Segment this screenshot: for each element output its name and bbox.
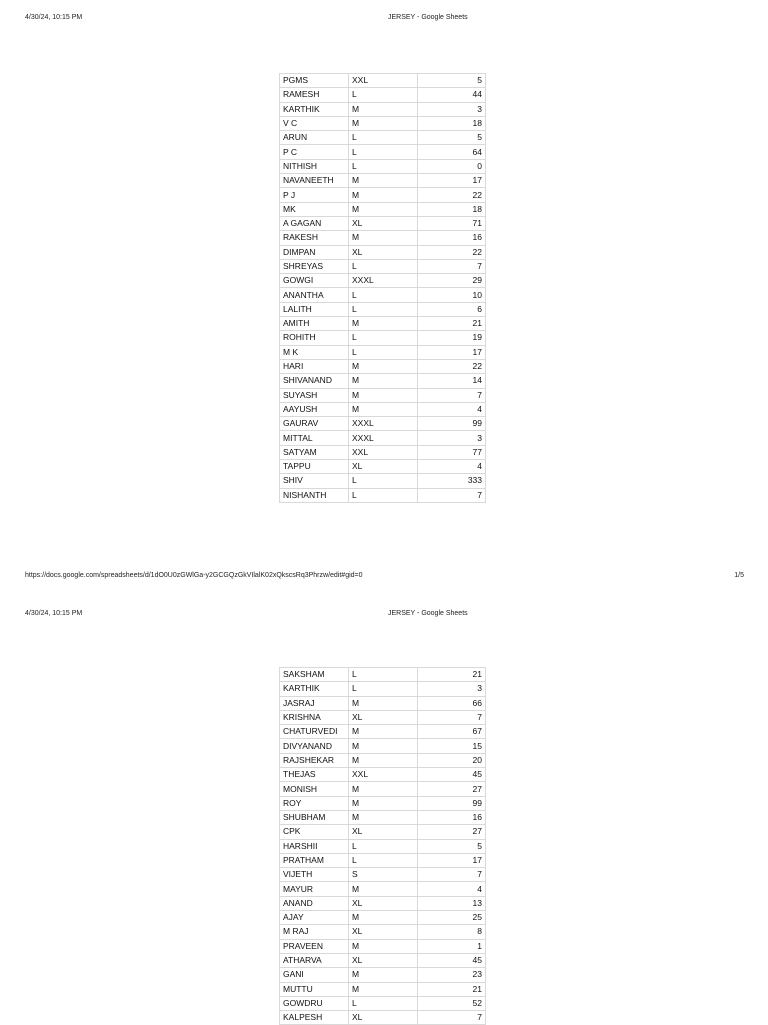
jersey-size-cell: M (349, 939, 418, 953)
table-row (280, 202, 486, 216)
player-name-cell: V C (280, 116, 349, 130)
player-name-cell: GANI (280, 968, 349, 982)
header-title: JERSEY - Google Sheets (388, 610, 468, 617)
table-row (280, 231, 486, 245)
table-row (280, 302, 486, 316)
player-name-cell: HARSHII (280, 839, 349, 853)
jersey-number-cell: 1 (418, 939, 486, 953)
jersey-size-cell: M (349, 982, 418, 996)
table-row (280, 796, 486, 810)
jersey-size-cell: L (349, 345, 418, 359)
table-row (280, 359, 486, 373)
table-row (280, 188, 486, 202)
player-name-cell: ROHITH (280, 331, 349, 345)
table-row (280, 88, 486, 102)
table-row (280, 259, 486, 273)
player-name-cell: RAMESH (280, 88, 349, 102)
player-name-cell: NITHISH (280, 159, 349, 173)
player-name-cell: GOWGI (280, 274, 349, 288)
jersey-size-cell: M (349, 374, 418, 388)
jersey-size-cell: M (349, 174, 418, 188)
player-name-cell: SUYASH (280, 388, 349, 402)
header-title: JERSEY - Google Sheets (388, 14, 468, 21)
player-name-cell: TAPPU (280, 460, 349, 474)
table-row (280, 474, 486, 488)
jersey-number-cell: 64 (418, 145, 486, 159)
jersey-number-cell: 17 (418, 174, 486, 188)
player-name-cell: MITTAL (280, 431, 349, 445)
jersey-number-cell: 7 (418, 868, 486, 882)
player-name-cell: THEJAS (280, 768, 349, 782)
table-row (280, 159, 486, 173)
player-name-cell: PRATHAM (280, 853, 349, 867)
player-name-cell: P J (280, 188, 349, 202)
table-row (280, 131, 486, 145)
player-name-cell: SHUBHAM (280, 810, 349, 824)
player-name-cell: VIJETH (280, 868, 349, 882)
jersey-size-cell: M (349, 796, 418, 810)
player-name-cell: AJAY (280, 911, 349, 925)
jersey-size-cell: M (349, 696, 418, 710)
jersey-number-cell: 3 (418, 682, 486, 696)
jersey-table-page-1 (279, 73, 486, 503)
jersey-size-cell: M (349, 231, 418, 245)
jersey-number-cell: 5 (418, 131, 486, 145)
jersey-table-page-2 (279, 667, 486, 1025)
jersey-number-cell: 52 (418, 996, 486, 1010)
jersey-size-cell: XXL (349, 445, 418, 459)
player-name-cell: RAKESH (280, 231, 349, 245)
table-row (280, 853, 486, 867)
jersey-size-cell: M (349, 810, 418, 824)
table-row (280, 245, 486, 259)
jersey-size-cell: L (349, 288, 418, 302)
player-name-cell: AAYUSH (280, 402, 349, 416)
jersey-number-cell: 7 (418, 710, 486, 724)
player-name-cell: P C (280, 145, 349, 159)
table-row (280, 288, 486, 302)
jersey-number-cell: 71 (418, 216, 486, 230)
jersey-number-cell: 25 (418, 911, 486, 925)
player-name-cell: SHIVANAND (280, 374, 349, 388)
table-row (280, 668, 486, 682)
jersey-size-cell: M (349, 116, 418, 130)
player-name-cell: A GAGAN (280, 216, 349, 230)
table-row (280, 445, 486, 459)
jersey-number-cell: 18 (418, 116, 486, 130)
player-name-cell: M RAJ (280, 925, 349, 939)
jersey-size-cell: XL (349, 460, 418, 474)
jersey-number-cell: 8 (418, 925, 486, 939)
jersey-size-cell: M (349, 317, 418, 331)
table-row (280, 431, 486, 445)
jersey-number-cell: 45 (418, 953, 486, 967)
jersey-size-cell: XL (349, 216, 418, 230)
print-page-2 (0, 596, 768, 1024)
player-name-cell: HARI (280, 359, 349, 373)
jersey-size-cell: L (349, 853, 418, 867)
jersey-size-cell: M (349, 782, 418, 796)
jersey-size-cell: M (349, 388, 418, 402)
jersey-number-cell: 13 (418, 896, 486, 910)
table-row (280, 911, 486, 925)
jersey-size-cell: M (349, 753, 418, 767)
table-row (280, 417, 486, 431)
player-name-cell: KALPESH (280, 1011, 349, 1025)
jersey-number-cell: 17 (418, 853, 486, 867)
player-name-cell: SHIV (280, 474, 349, 488)
table-row (280, 996, 486, 1010)
jersey-number-cell: 7 (418, 488, 486, 502)
player-name-cell: GOWDRU (280, 996, 349, 1010)
jersey-size-cell: M (349, 882, 418, 896)
table-row (280, 725, 486, 739)
jersey-size-cell: L (349, 131, 418, 145)
player-name-cell: SHREYAS (280, 259, 349, 273)
table-row (280, 768, 486, 782)
jersey-size-cell: XL (349, 710, 418, 724)
player-name-cell: KRISHNA (280, 710, 349, 724)
jersey-size-cell: L (349, 88, 418, 102)
player-name-cell: CHATURVEDI (280, 725, 349, 739)
jersey-size-cell: XXL (349, 768, 418, 782)
table-row (280, 825, 486, 839)
jersey-number-cell: 15 (418, 739, 486, 753)
jersey-size-cell: XXXL (349, 431, 418, 445)
table-row (280, 925, 486, 939)
player-name-cell: CPK (280, 825, 349, 839)
jersey-number-cell: 21 (418, 668, 486, 682)
jersey-size-cell: XXXL (349, 274, 418, 288)
jersey-size-cell: L (349, 996, 418, 1010)
table-row (280, 710, 486, 724)
header-datetime: 4/30/24, 10:15 PM (25, 14, 83, 21)
table-row (280, 274, 486, 288)
table-row (280, 216, 486, 230)
jersey-size-cell: XXL (349, 74, 418, 88)
jersey-size-cell: M (349, 739, 418, 753)
jersey-number-cell: 21 (418, 317, 486, 331)
jersey-number-cell: 16 (418, 231, 486, 245)
player-name-cell: KARTHIK (280, 682, 349, 696)
player-name-cell: M K (280, 345, 349, 359)
table-row (280, 810, 486, 824)
jersey-number-cell: 45 (418, 768, 486, 782)
jersey-number-cell: 4 (418, 882, 486, 896)
jersey-size-cell: M (349, 359, 418, 373)
jersey-number-cell: 7 (418, 388, 486, 402)
jersey-number-cell: 0 (418, 159, 486, 173)
player-name-cell: MK (280, 202, 349, 216)
table-row (280, 753, 486, 767)
table-row (280, 460, 486, 474)
table-row (280, 939, 486, 953)
jersey-number-cell: 17 (418, 345, 486, 359)
jersey-size-cell: L (349, 668, 418, 682)
table-row (280, 317, 486, 331)
table-row (280, 839, 486, 853)
table-row (280, 696, 486, 710)
table-row (280, 682, 486, 696)
player-name-cell: ROY (280, 796, 349, 810)
jersey-size-cell: L (349, 682, 418, 696)
table-row (280, 331, 486, 345)
table-row (280, 968, 486, 982)
player-name-cell: NISHANTH (280, 488, 349, 502)
table-row (280, 345, 486, 359)
jersey-number-cell: 27 (418, 825, 486, 839)
jersey-size-cell: XL (349, 925, 418, 939)
jersey-size-cell: L (349, 302, 418, 316)
jersey-size-cell: S (349, 868, 418, 882)
jersey-size-cell: XL (349, 896, 418, 910)
player-name-cell: MONISH (280, 782, 349, 796)
jersey-size-cell: M (349, 102, 418, 116)
player-name-cell: SATYAM (280, 445, 349, 459)
jersey-number-cell: 22 (418, 245, 486, 259)
jersey-size-cell: XL (349, 245, 418, 259)
jersey-number-cell: 4 (418, 402, 486, 416)
player-name-cell: ANAND (280, 896, 349, 910)
player-name-cell: ARUN (280, 131, 349, 145)
player-name-cell: ANANTHA (280, 288, 349, 302)
jersey-number-cell: 44 (418, 88, 486, 102)
jersey-number-cell: 22 (418, 188, 486, 202)
jersey-size-cell: M (349, 725, 418, 739)
header-datetime: 4/30/24, 10:15 PM (25, 610, 83, 617)
jersey-size-cell: M (349, 202, 418, 216)
jersey-number-cell: 29 (418, 274, 486, 288)
jersey-number-cell: 18 (418, 202, 486, 216)
jersey-number-cell: 333 (418, 474, 486, 488)
jersey-size-cell: L (349, 259, 418, 273)
table-row (280, 868, 486, 882)
player-name-cell: LALITH (280, 302, 349, 316)
table-row (280, 388, 486, 402)
jersey-number-cell: 6 (418, 302, 486, 316)
jersey-size-cell: XL (349, 825, 418, 839)
jersey-number-cell: 19 (418, 331, 486, 345)
table-row (280, 145, 486, 159)
jersey-number-cell: 4 (418, 460, 486, 474)
table-row (280, 102, 486, 116)
jersey-number-cell: 3 (418, 102, 486, 116)
jersey-number-cell: 7 (418, 259, 486, 273)
jersey-number-cell: 10 (418, 288, 486, 302)
table-row (280, 953, 486, 967)
jersey-number-cell: 67 (418, 725, 486, 739)
player-name-cell: ATHARVA (280, 953, 349, 967)
player-name-cell: DIMPAN (280, 245, 349, 259)
jersey-size-cell: M (349, 968, 418, 982)
player-name-cell: MAYUR (280, 882, 349, 896)
table-row (280, 739, 486, 753)
jersey-size-cell: M (349, 188, 418, 202)
table-row (280, 374, 486, 388)
jersey-number-cell: 21 (418, 982, 486, 996)
player-name-cell: PRAVEEN (280, 939, 349, 953)
jersey-number-cell: 16 (418, 810, 486, 824)
jersey-size-cell: M (349, 911, 418, 925)
table-row (280, 882, 486, 896)
jersey-number-cell: 5 (418, 74, 486, 88)
player-name-cell: JASRAJ (280, 696, 349, 710)
jersey-number-cell: 23 (418, 968, 486, 982)
jersey-size-cell: L (349, 145, 418, 159)
jersey-size-cell: L (349, 474, 418, 488)
jersey-number-cell: 14 (418, 374, 486, 388)
jersey-size-cell: L (349, 839, 418, 853)
jersey-number-cell: 77 (418, 445, 486, 459)
jersey-size-cell: L (349, 331, 418, 345)
player-name-cell: SAKSHAM (280, 668, 349, 682)
jersey-number-cell: 99 (418, 417, 486, 431)
jersey-size-cell: XL (349, 953, 418, 967)
player-name-cell: DIVYANAND (280, 739, 349, 753)
table-row (280, 488, 486, 502)
jersey-number-cell: 22 (418, 359, 486, 373)
player-name-cell: KARTHIK (280, 102, 349, 116)
player-name-cell: PGMS (280, 74, 349, 88)
jersey-size-cell: L (349, 488, 418, 502)
jersey-size-cell: M (349, 402, 418, 416)
jersey-number-cell: 20 (418, 753, 486, 767)
jersey-number-cell: 99 (418, 796, 486, 810)
table-row (280, 116, 486, 130)
table-row (280, 896, 486, 910)
jersey-number-cell: 7 (418, 1011, 486, 1025)
jersey-number-cell: 5 (418, 839, 486, 853)
table-row (280, 982, 486, 996)
player-name-cell: RAJSHEKAR (280, 753, 349, 767)
player-name-cell: AMITH (280, 317, 349, 331)
player-name-cell: NAVANEETH (280, 174, 349, 188)
footer-page-number: 1/5 (734, 572, 744, 579)
player-name-cell: GAURAV (280, 417, 349, 431)
table-row (280, 782, 486, 796)
jersey-number-cell: 66 (418, 696, 486, 710)
table-row (280, 1011, 486, 1025)
footer-url: https://docs.google.com/spreadsheets/d/1dO0U0zGWlGa-y2GCGQzGkVIlalK02xQkscsRq3Phrzw/edit#gid=0 (25, 572, 363, 579)
jersey-number-cell: 27 (418, 782, 486, 796)
jersey-number-cell: 3 (418, 431, 486, 445)
jersey-size-cell: XXXL (349, 417, 418, 431)
jersey-size-cell: XL (349, 1011, 418, 1025)
jersey-size-cell: L (349, 159, 418, 173)
table-row (280, 174, 486, 188)
table-row (280, 402, 486, 416)
player-name-cell: MUTTU (280, 982, 349, 996)
table-row (280, 74, 486, 88)
